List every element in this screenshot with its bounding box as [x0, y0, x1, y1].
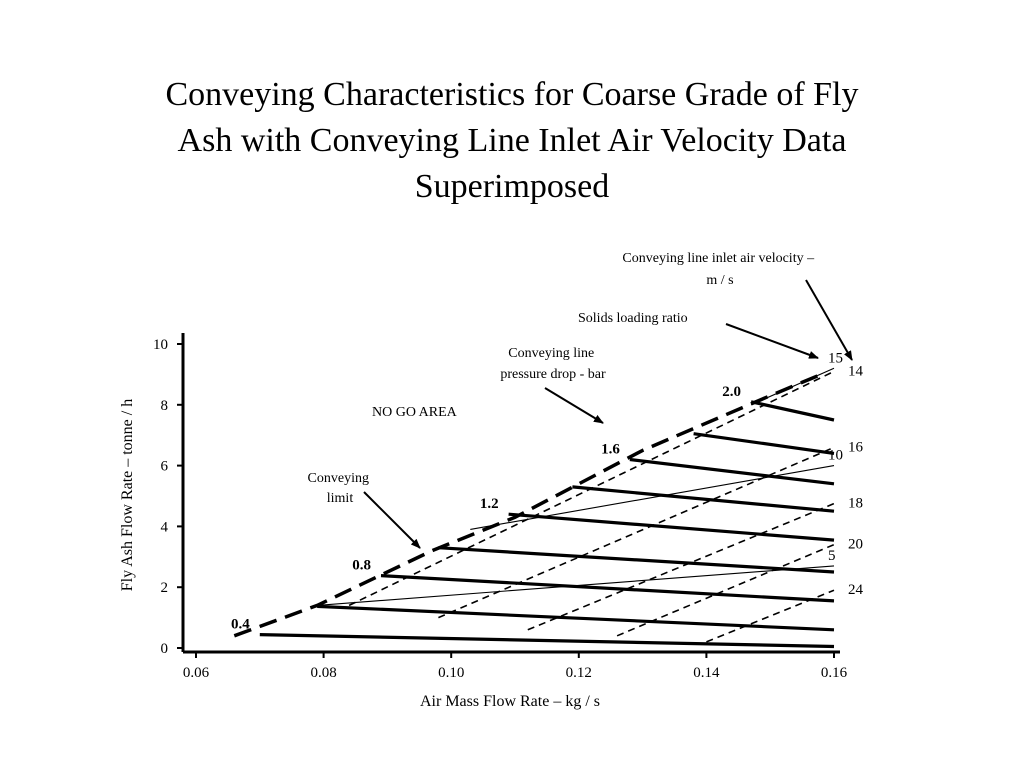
pressure-drop-line: [694, 434, 834, 454]
conveying-limit-label-line-2: limit: [326, 491, 354, 506]
pressure-drop-label-line-2: pressure drop - bar: [500, 367, 606, 382]
velocity-line-label: 18: [848, 495, 863, 512]
x-tick-label: 0.12: [565, 665, 592, 681]
velocity-line-label: 24: [848, 582, 863, 599]
x-tick-label: 0.08: [310, 665, 337, 681]
pressure-drop-arrow: [545, 388, 603, 423]
velocity-label-line-2: m / s: [706, 273, 734, 288]
pressure-drop-line-label: 0.4: [231, 616, 250, 633]
conveying-limit-arrow: [364, 492, 420, 548]
solids-loading-line: [470, 466, 834, 530]
velocity-line-label: 14: [848, 363, 863, 380]
velocity-line-label: 16: [848, 439, 863, 456]
x-axis-label: Air Mass Flow Rate – kg / s: [420, 693, 600, 710]
pressure-drop-label-line-1: Conveying line: [508, 346, 595, 361]
title-line-3: Superimposed: [414, 168, 610, 205]
velocity-line: [528, 504, 834, 630]
solids-loading-line-label: 15: [828, 350, 843, 367]
solids-loading-line: [751, 368, 834, 405]
velocity-label-line-1: Conveying line inlet air velocity –: [622, 251, 815, 266]
pressure-drop-line-label: 2.0: [722, 383, 742, 400]
velocity-line-label: 20: [848, 536, 863, 553]
x-tick-label: 0.16: [820, 665, 848, 681]
chart-series: [234, 368, 834, 646]
pressure-drop-label: [500, 346, 606, 382]
pressure-drop-line: [260, 635, 834, 647]
y-tick-label: 8: [160, 397, 168, 414]
annotations: [308, 251, 852, 548]
title-line-1: Conveying Characteristics for Coarse Grade of Fly: [165, 76, 859, 113]
solids-loading-line-label: 5: [828, 547, 836, 564]
solids-loading-label: Solids loading ratio: [578, 311, 688, 326]
x-tick-label: 0.10: [438, 665, 465, 681]
axis-ticks: [153, 337, 848, 681]
y-tick-label: 0: [160, 641, 168, 657]
x-tick-label: 0.14: [693, 665, 720, 681]
y-tick-label: 4: [160, 519, 168, 536]
velocity-label: [622, 251, 817, 288]
pressure-drop-line-label: 1.2: [479, 496, 499, 513]
pressure-drop-line: [572, 487, 834, 511]
pressure-drop-line: [438, 548, 834, 572]
y-tick-label: 2: [160, 580, 168, 597]
pressure-drop-line: [751, 402, 834, 420]
y-axis-label: Fly Ash Flow Rate – tonne / h: [119, 398, 136, 592]
title-line-2: Ash with Conveying Line Inlet Air Velocity Data: [177, 122, 847, 159]
y-tick-label: 10: [153, 337, 168, 353]
x-tick-label: 0.06: [182, 665, 210, 681]
conveying-limit-label: [308, 471, 373, 506]
no-go-area-label: NO GO AREA: [372, 405, 457, 420]
solids-loading-line-label: 10: [828, 447, 843, 464]
conveying-limit-label-line-1: Conveying: [307, 471, 369, 486]
pressure-drop-line-label: 1.6: [601, 441, 620, 458]
velocity-arrow: [806, 280, 852, 360]
y-tick-label: 6: [160, 458, 168, 475]
pressure-drop-line: [630, 460, 834, 484]
pressure-drop-line-label: 0.8: [352, 557, 372, 574]
solids-loading-arrow: [726, 324, 818, 358]
